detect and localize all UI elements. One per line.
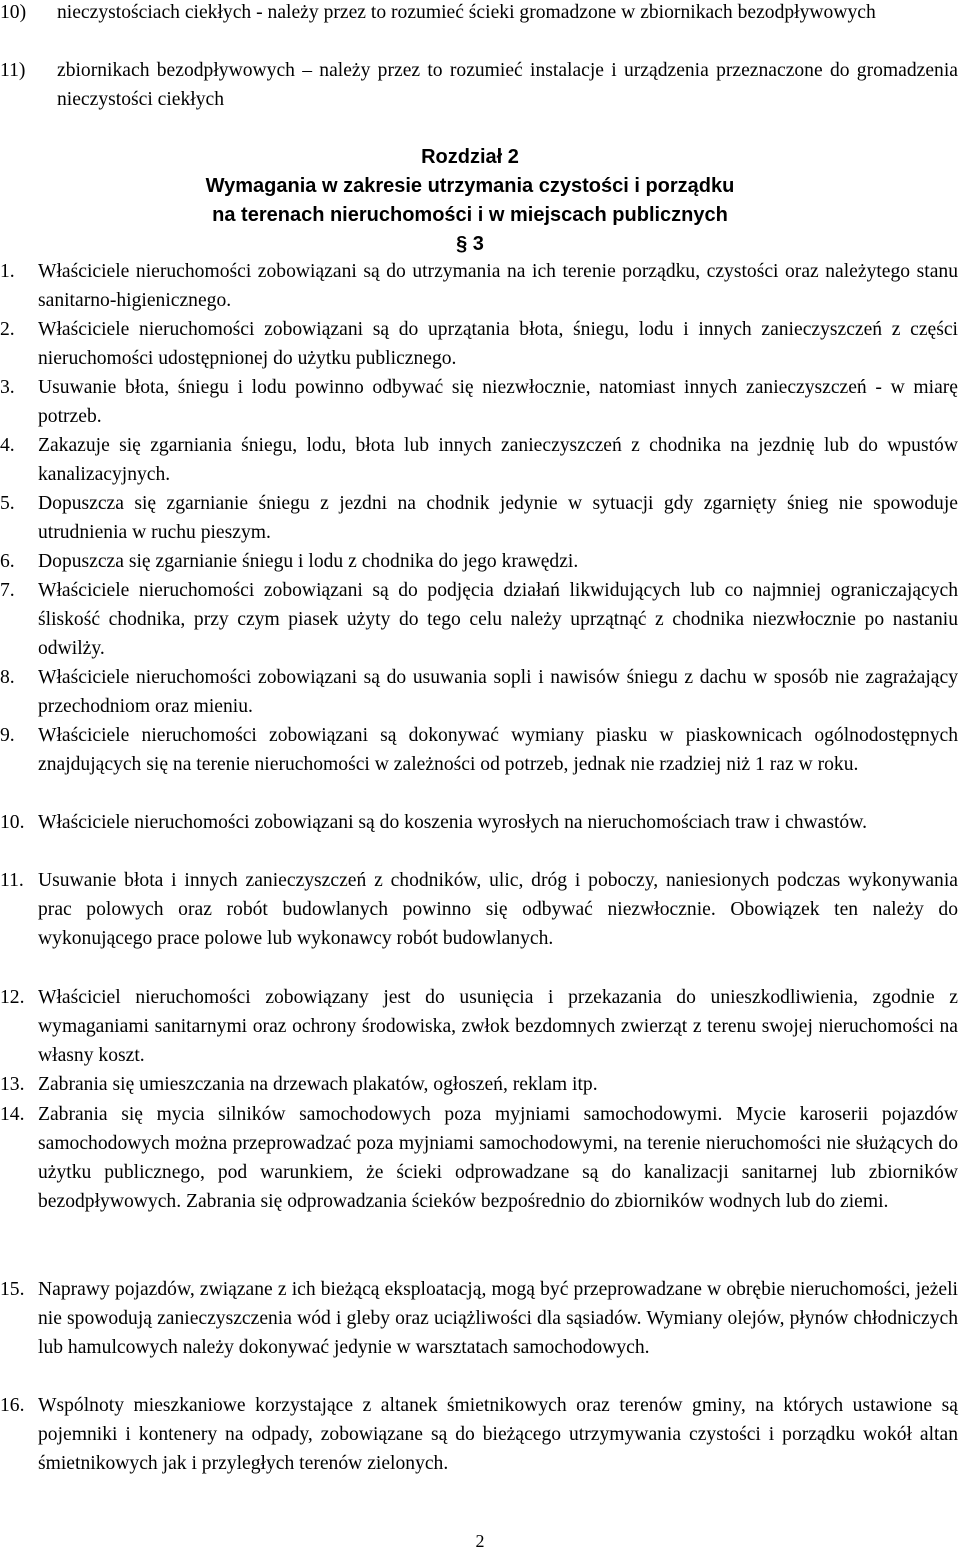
list-item: [0, 663, 958, 721]
definition-item: [0, 0, 958, 27]
item-text: Właściciele nieruchomości zobowiązani są do usuwania sopli i nawisów śniegu z dachu w sposób nie zagrażający przechodniom oraz mieniu.: [38, 667, 958, 717]
item-text: Naprawy pojazdów, związane z ich bieżącą eksploatacją, mogą być przeprowadzane w obrębie nieruchomości, jeżeli nie spowodują zanieczyszczenia wód i gleby oraz uciążliwości dla sąsiadów. Wymiany olejów, płynów chłodniczych lub hamulcowych należy dokonywać jedynie w warsztatach samochodowych.: [38, 1279, 958, 1358]
item-text: Właściciele nieruchomości zobowiązani są do podjęcia działań likwidujących lub co najmniej ograniczających śliskość chodnika, przy czym piasek użyty do tego celu należy uprzątnąć z chodnika niezwłocznie po nastaniu odwilży.: [38, 580, 958, 659]
item-text: Właściciele nieruchomości zobowiązani są do koszenia wyrosłych na nieruchomościach traw i chwastów.: [38, 812, 867, 833]
definition-text: nieczystościach ciekłych - należy przez to rozumieć ścieki gromadzone w zbiornikach bezodpływowych: [57, 2, 876, 23]
list-item: [0, 431, 958, 489]
item-text: Zakazuje się zgarniania śniegu, lodu, błota lub innych zanieczyszczeń z chodnika na jezdnię lub do wpustów kanalizacyjnych.: [38, 435, 958, 485]
item-text: Dopuszcza się zgarnianie śniegu i lodu z chodnika do jego krawędzi.: [38, 551, 579, 572]
list-item: [0, 1100, 958, 1216]
item-text: Usuwanie błota i innych zanieczyszczeń z chodników, ulic, dróg i poboczy, naniesionych podczas wykonywania prac polowych oraz robót budowlanych powinno się odbywać niezwłocznie. Obowiązek ten należy do wykonującego prace polowe lub wykonawcy robót budowlanych.: [38, 870, 958, 949]
list-item: [0, 576, 958, 663]
definition-item: [0, 56, 958, 114]
item-number: 12.: [0, 987, 25, 1008]
list-item: [0, 808, 958, 837]
item-number: 14.: [0, 1104, 25, 1125]
item-text: Właściciele nieruchomości zobowiązani są dokonywać wymiany piasku w piaskownicach ogólnodostępnych znajdujących się na terenie nieruchomości w zależności od potrzeb, jednak nie rzadziej niż 1 raz w roku.: [38, 725, 958, 775]
chapter-title-line1: Wymagania w zakresie utrzymania czystości i porządku: [205, 175, 735, 197]
definition-number: 11): [0, 60, 26, 81]
item-number: 7.: [0, 580, 15, 601]
item-text: Właściciele nieruchomości zobowiązani są do utrzymania na ich terenie porządku, czystości oraz należytego stanu sanitarno-higienicznego.: [38, 261, 958, 311]
item-number: 4.: [0, 435, 15, 456]
chapter-title-line2: na terenach nieruchomości i w miejscach publicznych: [212, 204, 728, 226]
item-text: Zabrania się mycia silników samochodowych poza myjniami samochodowymi. Mycie karoserii pojazdów samochodowych można przeprowadzać poza myjniami samochodowymi, na terenie nieruchomości nie służących do użytku publicznego, pod warunkiem, że ścieki odprowadzane są do kanalizacji sanitarnej lub zbiorników bezodpływowych. Zabrania się odprowadzania ścieków bezpośrednio do zbiorników wodnych lub do ziemi.: [38, 1104, 958, 1212]
item-number: 2.: [0, 319, 15, 340]
list-item: [0, 257, 958, 315]
definition-number: 10): [0, 2, 27, 23]
list-item: [0, 315, 958, 373]
page-number: 2: [475, 1531, 485, 1551]
item-number: 10.: [0, 812, 25, 833]
list-item: [0, 373, 958, 431]
item-text: Właściciele nieruchomości zobowiązani są do uprzątania błota, śniegu, lodu i innych zanieczyszczeń z części nieruchomości udostępnionej do użytku publicznego.: [38, 319, 958, 369]
item-text: Usuwanie błota, śniegu i lodu powinno odbywać się niezwłocznie, natomiast innych zanieczyszczeń - w miarę potrzeb.: [38, 377, 958, 427]
item-number: 15.: [0, 1279, 25, 1300]
definition-text: zbiornikach bezodpływowych – należy przez to rozumieć instalacje i urządzenia przeznaczone do gromadzenia nieczystości ciekłych: [57, 60, 958, 110]
list-item: [0, 721, 958, 779]
list-item: [0, 547, 958, 576]
chapter-number: Rozdział 2: [421, 146, 519, 168]
item-number: 1.: [0, 261, 15, 282]
list-item: [0, 983, 958, 1070]
item-number: 8.: [0, 667, 15, 688]
item-text: Zabrania się umieszczania na drzewach plakatów, ogłoszeń, reklam itp.: [38, 1074, 598, 1095]
list-item: [0, 866, 958, 953]
item-text: Dopuszcza się zgarnianie śniegu z jezdni na chodnik jedynie w sytuacji gdy zgarnięty śnieg nie spowoduje utrudnienia w ruchu pieszym.: [38, 493, 958, 543]
list-item: [0, 1070, 958, 1099]
item-number: 6.: [0, 551, 15, 572]
item-number: 11.: [0, 870, 24, 891]
section-number: § 3: [456, 233, 484, 255]
item-text: Właściciel nieruchomości zobowiązany jest do usunięcia i przekazania do unieszkodliwienia, zgodnie z wymaganiami sanitarnymi oraz ochrony środowiska, zwłok bezdomnych zwierząt z terenu swojej nieruchomości na własny koszt.: [38, 987, 958, 1066]
item-number: 9.: [0, 725, 15, 746]
item-number: 13.: [0, 1074, 25, 1095]
list-item: [0, 489, 958, 547]
list-item: [0, 1391, 958, 1478]
item-number: 16.: [0, 1395, 25, 1416]
item-number: 3.: [0, 377, 15, 398]
item-number: 5.: [0, 493, 15, 514]
list-item: [0, 1275, 958, 1362]
item-text: Wspólnoty mieszkaniowe korzystające z altanek śmietnikowych oraz terenów gminy, na których ustawione są pojemniki i kontenery na odpady, zobowiązane są do bieżącego utrzymywania czystości i porządku wokół altan śmietnikowych jak i przyległych terenów zielonych.: [38, 1395, 958, 1474]
